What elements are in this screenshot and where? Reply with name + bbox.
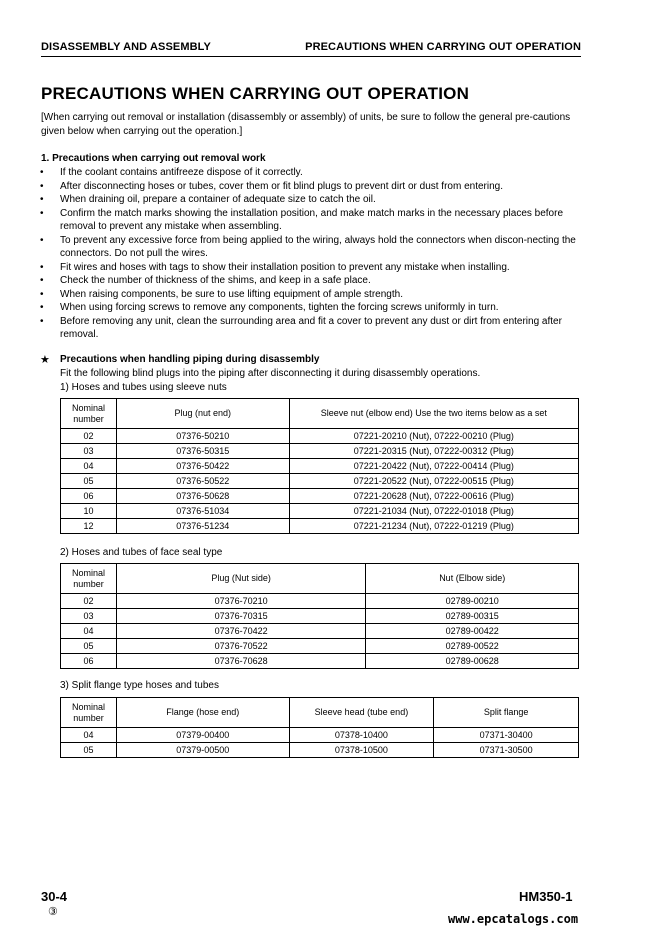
table-cell: 07378-10400 — [289, 728, 434, 743]
table-header-row — [61, 698, 579, 728]
table-row — [61, 624, 579, 639]
table-cell: 12 — [61, 519, 117, 534]
column-header: Plug (nut end) — [116, 399, 289, 429]
watermark-url: www.epcatalogs.com — [448, 912, 579, 926]
table-cell: 04 — [61, 624, 117, 639]
table-row — [61, 459, 579, 474]
bullet-item: • After disconnecting hoses or tubes, cover them or fit blind plugs to prevent dirt or dust from entering. — [60, 180, 581, 194]
table-cell: 02789-00628 — [366, 654, 579, 669]
header-section-title: DISASSEMBLY AND ASSEMBLY — [41, 41, 211, 53]
table-cell: 05 — [61, 474, 117, 489]
table-cell: 02 — [61, 594, 117, 609]
table-row — [61, 429, 579, 444]
table-cell: 04 — [61, 459, 117, 474]
column-header: Nominal number — [61, 399, 117, 429]
bullet-item: • If the coolant contains antifreeze dispose of it correctly. — [60, 166, 581, 180]
table-cell: 02789-00522 — [366, 639, 579, 654]
table-cell: 07376-70522 — [116, 639, 365, 654]
bullet-item: • Check the number of thickness of the shims, and keep in a safe place. — [60, 274, 581, 288]
table-cell: 07376-50210 — [116, 429, 289, 444]
table-cell: 07221-20422 (Nut), 07222-00414 (Plug) — [289, 459, 578, 474]
table-cell: 07221-20210 (Nut), 07222-00210 (Plug) — [289, 429, 578, 444]
table-cell: 07376-70210 — [116, 594, 365, 609]
table-row — [61, 474, 579, 489]
table-row — [61, 504, 579, 519]
page-title: PRECAUTIONS WHEN CARRYING OUT OPERATION — [41, 84, 470, 103]
table-cell: 05 — [61, 743, 117, 758]
table-split-flange — [60, 697, 579, 758]
column-header: Plug (Nut side) — [116, 564, 365, 594]
table-header-row — [61, 399, 579, 429]
table-cell: 03 — [61, 444, 117, 459]
column-header: Split flange — [434, 698, 579, 728]
column-header: Nominal number — [61, 698, 117, 728]
table-cell: 03 — [61, 609, 117, 624]
table-cell: 07376-50522 — [116, 474, 289, 489]
header-divider — [41, 56, 581, 57]
table-cell: 07221-20315 (Nut), 07222-00312 (Plug) — [289, 444, 578, 459]
column-header: Nut (Elbow side) — [366, 564, 579, 594]
table-cell: 05 — [61, 639, 117, 654]
table-cell: 07376-70315 — [116, 609, 365, 624]
table-row — [61, 743, 579, 758]
page-number: 30-4 — [41, 889, 68, 904]
bullet-item: • When using forcing screws to remove any components, tighten the forcing screws uniformly in turn. — [60, 301, 581, 315]
section1-bullet-list — [60, 166, 581, 342]
table-cell: 06 — [61, 654, 117, 669]
table3-caption: 3) Split flange type hoses and tubes — [60, 680, 219, 691]
table-cell: 10 — [61, 504, 117, 519]
table-cell: 07376-51034 — [116, 504, 289, 519]
table-cell: 07221-20628 (Nut), 07222-00616 (Plug) — [289, 489, 578, 504]
table-cell: 07376-51234 — [116, 519, 289, 534]
table-cell: 07379-00400 — [116, 728, 289, 743]
table1-caption: 1) Hoses and tubes using sleeve nuts — [60, 382, 227, 393]
table-cell: 02789-00210 — [366, 594, 579, 609]
table-cell: 06 — [61, 489, 117, 504]
header-page-topic: PRECAUTIONS WHEN CARRYING OUT OPERATION — [305, 41, 581, 53]
section1-heading: 1. Precautions when carrying out removal work — [41, 153, 266, 164]
bullet-item: • When raising components, be sure to use lifting equipment of ample strength. — [60, 288, 581, 302]
bullet-item: • Before removing any unit, clean the surrounding area and fit a cover to prevent any dust or dirt from entering after removal. — [60, 315, 581, 342]
table-cell: 07379-00500 — [116, 743, 289, 758]
bullet-item: • When draining oil, prepare a container of adequate size to catch the oil. — [60, 193, 581, 207]
table-row — [61, 519, 579, 534]
table-cell: 04 — [61, 728, 117, 743]
table-cell: 07376-70628 — [116, 654, 365, 669]
intro-paragraph: [When carrying out removal or installation (disassembly or assembly) of units, be sure to follow the general pre-cautions given below when carrying out the operation.] — [41, 112, 571, 137]
table-row — [61, 609, 579, 624]
table-row — [61, 639, 579, 654]
table-row — [61, 594, 579, 609]
section2-heading: Precautions when handling piping during disassembly — [60, 354, 320, 365]
table-cell: 07378-10500 — [289, 743, 434, 758]
table-cell: 07371-30500 — [434, 743, 579, 758]
table-face-seal-plugs — [60, 563, 579, 669]
bullet-item: • Fit wires and hoses with tags to show their installation position to prevent any mistake when installing. — [60, 261, 581, 275]
table-cell: 07376-50315 — [116, 444, 289, 459]
bullet-item: • Confirm the match marks showing the installation position, and make match marks in the necessary places before removal to prevent any mistake when assembling. — [60, 207, 581, 234]
model-number: HM350-1 — [519, 889, 573, 904]
table-cell: 07221-20522 (Nut), 07222-00515 (Plug) — [289, 474, 578, 489]
table-cell: 02789-00422 — [366, 624, 579, 639]
table-row — [61, 654, 579, 669]
column-header: Sleeve head (tube end) — [289, 698, 434, 728]
table-cell: 07221-21034 (Nut), 07222-01018 (Plug) — [289, 504, 578, 519]
column-header: Flange (hose end) — [116, 698, 289, 728]
table-header-row — [61, 564, 579, 594]
table-cell: 02 — [61, 429, 117, 444]
star-icon: ★ — [40, 354, 50, 366]
revision-mark: ③ — [48, 906, 58, 918]
section2-text: Fit the following blind plugs into the piping after disconnecting it during disassembly operations. — [60, 368, 481, 379]
table-row — [61, 728, 579, 743]
bullet-item: • To prevent any excessive force from being applied to the wiring, always hold the connectors when discon-necting the connectors. Do not pull the wires. — [60, 234, 581, 261]
table-row — [61, 444, 579, 459]
table-cell: 07376-70422 — [116, 624, 365, 639]
table-sleeve-nut-plugs — [60, 398, 579, 534]
table-cell: 07376-50422 — [116, 459, 289, 474]
table-cell: 07221-21234 (Nut), 07222-01219 (Plug) — [289, 519, 578, 534]
column-header: Sleeve nut (elbow end) Use the two items below as a set — [289, 399, 578, 429]
column-header: Nominal number — [61, 564, 117, 594]
table-cell: 07371-30400 — [434, 728, 579, 743]
table-row — [61, 489, 579, 504]
table2-caption: 2) Hoses and tubes of face seal type — [60, 547, 223, 558]
table-cell: 07376-50628 — [116, 489, 289, 504]
table-cell: 02789-00315 — [366, 609, 579, 624]
